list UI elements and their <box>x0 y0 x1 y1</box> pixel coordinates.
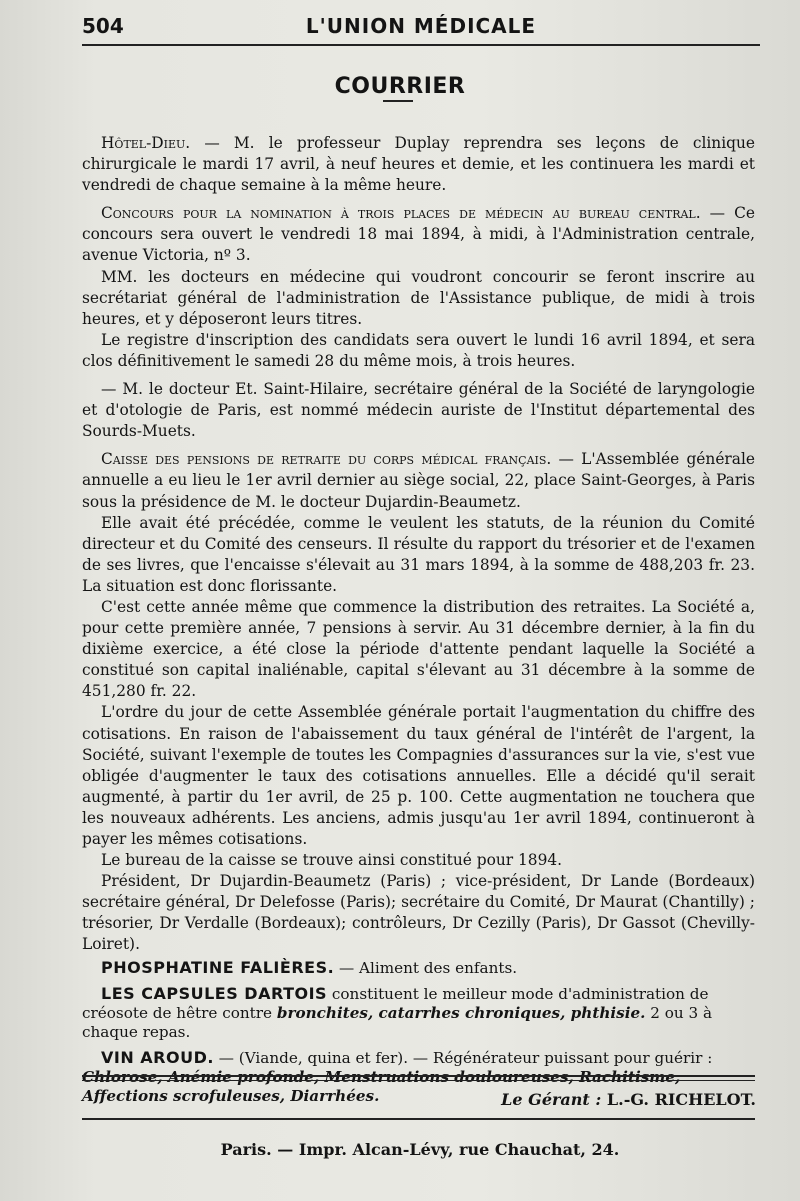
gerant-label: Le Gérant : <box>501 1090 602 1109</box>
gerant-name: L.-G. RICHELOT. <box>606 1090 756 1109</box>
paragraph <box>82 597 755 702</box>
paragraph <box>82 702 755 850</box>
ad-capsules-dartois <box>82 984 755 1042</box>
ad-tail: 2 ou 3 à chaque repas. <box>82 1004 713 1041</box>
ad-italic: Chlorose, Anémie profonde, Menstruations douloureuses, Rachitisme, Affections scrofuleuses, Diarrhées. <box>82 1068 681 1105</box>
paragraph-text: L'ordre du jour de cette Assemblée générale portait l'augmentation du chiffre des cotisations. En raison de l'abaissement du taux général de l'intérêt de l'argent, la Société, suivant l'exemple de toutes les Compagnies d'assurances sur la vie, s'est vue obligée d'augmenter le taux des cotisations annuelles. Elle a décidé qu'il serait augmenté, à partir du 1er avril, de 25 p. 100. Cette augmentation ne touchera que les nouveaux adhérents. Les anciens, admis jusqu'au 1er avril 1894, continueront à payer les mêmes cotisations. <box>82 703 755 848</box>
bottom-rule-top <box>82 1075 755 1077</box>
title-dash <box>383 100 413 102</box>
paragraph-text: Elle avait été précédée, comme le veulent les statuts, de la réunion du Comité directeur et du Comité des censeurs. Il résulte du rapport du trésorier et de l'examen de ses livres, que l'encaisse s'élevait au 31 mars 1894, à la somme de 488,203 fr. 23. La situation est donc florissante. <box>82 513 755 595</box>
bottom-rule-thin <box>82 1080 755 1081</box>
section-title: COURRIER <box>334 74 466 99</box>
paragraph <box>82 379 755 442</box>
paragraph <box>82 850 755 871</box>
paragraph <box>82 203 755 266</box>
imprint: Paris. — Impr. Alcan-Lévy, rue Chauchat, 24. <box>220 1140 620 1159</box>
ad-name: PHOSPHATINE FALIÈRES. <box>101 958 335 977</box>
gerant-signature <box>501 1090 756 1109</box>
paragraph <box>82 871 755 955</box>
ad-italic: bronchites, catarrhes chroniques, phthisie. <box>276 1004 646 1022</box>
ad-text: — (Viande, quina et fer). — Régénérateur puissant pour guérir : <box>213 1049 713 1067</box>
paragraph-text: — L'Assemblée générale annuelle a eu lieu le 1er avril dernier au siège social, 22, place Saint-Georges, à Paris sous la présidence de M. le docteur Dujardin-Beaumetz. <box>82 450 755 511</box>
paragraph <box>82 513 755 597</box>
paragraph-text: MM. les docteurs en médecine qui voudront concourir se feront inscrire au secrétariat général de l'administration de l'Assistance publique, de midi à trois heures, et y déposeront leurs titres. <box>82 267 755 328</box>
paragraph-lead: Concours pour la nomination à trois places de médecin au bureau central. <box>101 204 701 223</box>
paragraph-text: — M. le docteur Et. Saint-Hilaire, secrétaire général de la Société de laryngologie et d'otologie de Paris, est nommé médecin auriste de l'Institut départemental des Sourds-Muets. <box>82 380 755 441</box>
running-head <box>82 14 760 42</box>
ad-phosphatine <box>82 958 755 978</box>
paragraph-text: C'est cette année même que commence la distribution des retraites. La Société a, pour cette première année, 7 pensions à servir. Au 31 décembre dernier, à la fin du dixième exercice, a été close la période d'attente pendant laquelle la Société a constitué son capital inaliénable, capital s'élevant au 31 décembre à la somme de 451,280 fr. 22. <box>82 597 755 701</box>
paragraph-lead: Hôtel-Dieu. <box>101 134 191 152</box>
paragraph <box>82 133 755 196</box>
paragraph <box>82 449 755 512</box>
ad-name: LES CAPSULES DARTOIS <box>101 984 328 1003</box>
advertisements <box>82 958 755 1106</box>
paragraph-text: — M. le professeur Duplay reprendra ses leçons de clinique chirurgicale le mardi 17 avril, à neuf heures et demie, et les continuera les mardi et vendredi de chaque semaine à la même heure. <box>82 134 755 195</box>
paragraph-text: Président, Dr Dujardin-Beaumetz (Paris) ; vice-président, Dr Lande (Bordeaux) secrétaire général, Dr Delefosse (Paris); secrétaire du Comité, Dr Maurat (Chantilly) ; trésorier, Dr Verdalle (Bordeaux); contrôleurs, Dr Cezilly (Paris), Dr Gassot (Chevilly-Loiret). <box>82 872 755 954</box>
paragraph <box>82 330 755 372</box>
ad-text: — Aliment des enfants. <box>334 959 518 977</box>
paragraph-text: Le bureau de la caisse se trouve ainsi constitué pour 1894. <box>101 851 563 870</box>
paragraph-lead: Caisse des pensions de retraite du corps médical français. <box>101 450 552 469</box>
journal-title: L'UNION MÉDICALE <box>305 14 537 38</box>
paragraph-text: — Ce concours sera ouvert le vendredi 18 mai 1894, à midi, à l'Administration centrale, avenue Victoria, nº 3. <box>82 204 755 265</box>
ad-name: VIN AROUD. <box>101 1048 214 1067</box>
page-number: 504 <box>82 14 124 38</box>
article-body <box>82 133 755 956</box>
ad-text: constituent le meilleur mode d'administration de créosote de hêtre contre <box>82 985 709 1022</box>
paragraph <box>82 267 755 330</box>
imprint-rule <box>82 1118 755 1120</box>
header-rule <box>82 44 760 46</box>
paragraph-text: Le registre d'inscription des candidats sera ouvert le lundi 16 avril 1894, et sera clos définitivement le samedi 28 du même mois, à trois heures. <box>82 330 755 370</box>
